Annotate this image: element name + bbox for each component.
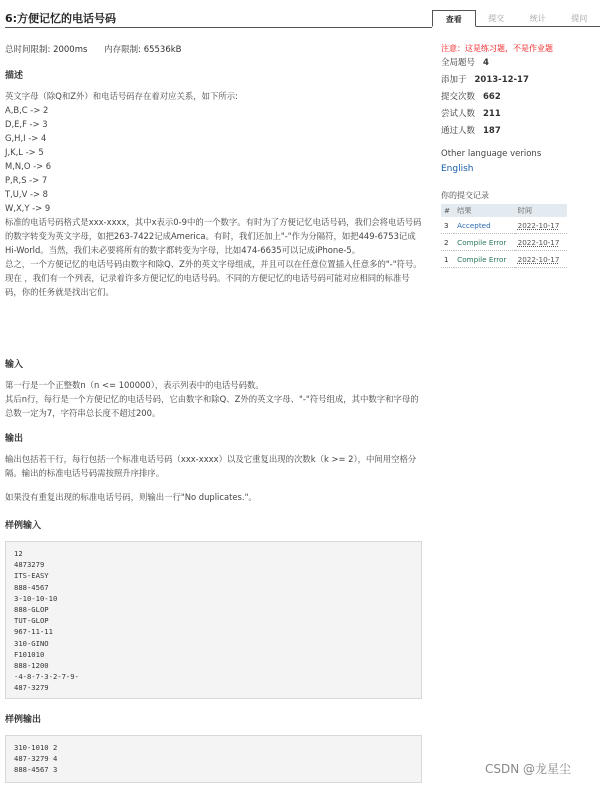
description-body-3: 现在 ，我们有一个列表，记录着许多方便记忆的电话号码。不同的方便记忆的电话号码可能对应相同的标准号码，你的任务就是找出它们。 <box>5 273 410 297</box>
record-date: 2022-10-17 <box>515 251 567 268</box>
sample-output-box <box>5 735 422 783</box>
csdn-watermark: CSDN @龙星尘 <box>485 762 572 776</box>
stat-tried: 尝试人数 211 <box>441 109 501 119</box>
sample-output-line: 888-4567 3 <box>14 765 58 775</box>
input-heading: 输入 <box>5 360 24 370</box>
description-intro: 英文字母（除Q和Z外）和电话号码存在着对应关系，如下所示: <box>5 91 238 101</box>
record-num: 3 <box>441 217 454 234</box>
col-result: 结果 <box>454 204 514 217</box>
table-row <box>441 217 567 234</box>
table-row <box>441 251 567 268</box>
mapping-line: A,B,C -> 2 <box>5 105 49 115</box>
sample-input-line: -4-8-7-3-2-7-9- <box>14 672 79 682</box>
sample-input-line: 487-3279 <box>14 683 49 693</box>
output-text <box>5 452 425 504</box>
record-date: 2022-10-17 <box>515 217 567 234</box>
mapping-line: J,K,L -> 5 <box>5 147 44 157</box>
sample-input-line: 967-11-11 <box>14 627 53 637</box>
description-body-2: 总之，一个方便记忆的电话号码由数字和除Q、Z外的英文字母组成，并且可以在任意位置插入任意多的"-"符号。 <box>5 259 422 269</box>
sample-input-line: 888-1200 <box>14 661 49 671</box>
sample-input-box <box>5 541 422 699</box>
tab-ask[interactable]: 提问 <box>559 10 601 27</box>
title-divider <box>5 27 432 28</box>
mapping-line: W,X,Y -> 9 <box>5 203 51 213</box>
record-result[interactable]: Compile Error <box>454 234 514 251</box>
table-row <box>441 234 567 251</box>
mapping-line: M,N,O -> 6 <box>5 161 52 171</box>
record-result[interactable]: Accepted <box>454 217 514 234</box>
record-date: 2022-10-17 <box>515 234 567 251</box>
records-title: 你的提交记录 <box>441 191 489 200</box>
stat-added: 添加于 2013-12-17 <box>441 75 529 85</box>
stat-submits: 提交次数 662 <box>441 92 501 102</box>
sample-input-line: TUT-GLOP <box>14 616 49 626</box>
input-line: 其后n行，每行是一个方便记忆的电话号码，它由数字和除Q、Z外的英文字母、"-"符号组成，其中数字和字母的总数一定为7，字符串总长度不超过200。 <box>5 394 419 418</box>
sample-input-line: ITS-EASY <box>14 571 49 581</box>
record-num: 2 <box>441 234 454 251</box>
sample-input-line: 4873279 <box>14 560 45 570</box>
stat-passed: 通过人数 187 <box>441 126 501 136</box>
tab-submit[interactable]: 提交 <box>476 10 518 27</box>
col-time: 时间 <box>515 204 567 217</box>
mapping-line: P,R,S -> 7 <box>5 175 48 185</box>
sample-input-line: 888-4567 <box>14 582 49 592</box>
sample-input-line: 12 <box>14 549 23 558</box>
submission-table <box>441 204 567 268</box>
english-link[interactable]: English <box>441 164 474 174</box>
sample-input-line: 888-GLOP <box>14 605 49 615</box>
record-num: 1 <box>441 251 454 268</box>
description-heading: 描述 <box>5 71 24 81</box>
limits-row <box>5 43 196 55</box>
mapping-line: D,E,F -> 3 <box>5 119 48 129</box>
problem-tabs <box>432 10 600 27</box>
table-header-row <box>441 204 567 217</box>
time-limit: 总时间限制: 2000ms <box>5 45 88 55</box>
mapping-line: G,H,I -> 4 <box>5 133 47 143</box>
description-body: 标准的电话号码格式是xxx-xxxx，其中x表示0-9中的一个数字。有时为了方便记忆电话号码，我们会将电话号码的数字转变为英文字母，如把263-7422记成America。有时，我们还加上"-"作为分隔符，如把449-6753记成Hi-World。当然，我们未必要将所有的数字都转变为字母，比如474-6635可以记成iPhone-5。 <box>5 217 422 255</box>
sample-output-line: 487-3279 4 <box>14 754 58 764</box>
sample-input-heading: 样例输入 <box>5 521 42 531</box>
output-heading: 输出 <box>5 434 24 444</box>
output-line: 输出包括若干行，每行包括一个标准电话号码（xxx-xxxx）以及它重复出现的次数k（k >= 2），中间用空格分隔。输出的标准电话号码需按照升序排序。 <box>5 454 417 478</box>
description-text <box>5 89 425 299</box>
practice-notice: 注意：这是练习题，不是作业题 <box>441 44 553 53</box>
sample-output-line: 310-1010 2 <box>14 743 58 752</box>
input-text <box>5 378 425 420</box>
col-num: # <box>441 204 454 217</box>
input-line: 第一行是一个正整数n（n <= 100000），表示列表中的电话号码数。 <box>5 380 264 390</box>
sample-input-line: F101010 <box>14 649 45 659</box>
tab-stats[interactable]: 统计 <box>517 10 559 27</box>
other-language-label: Other language verions <box>441 149 542 159</box>
tab-view[interactable]: 查看 <box>432 10 476 27</box>
stat-global-id: 全局题号 4 <box>441 58 489 68</box>
memory-limit: 内存限制: 65536kB <box>104 45 182 55</box>
output-line: 如果没有重复出现的标准电话号码，则输出一行"No duplicates."。 <box>5 492 257 502</box>
record-result[interactable]: Compile Error <box>454 251 514 268</box>
sample-output-heading: 样例输出 <box>5 715 42 725</box>
sample-input-line: 3-10-10-10 <box>14 593 58 603</box>
page-title: 6:方便记忆的电话号码 <box>5 12 117 25</box>
sample-input-line: 310-GINO <box>14 638 49 648</box>
mapping-line: T,U,V -> 8 <box>5 189 48 199</box>
